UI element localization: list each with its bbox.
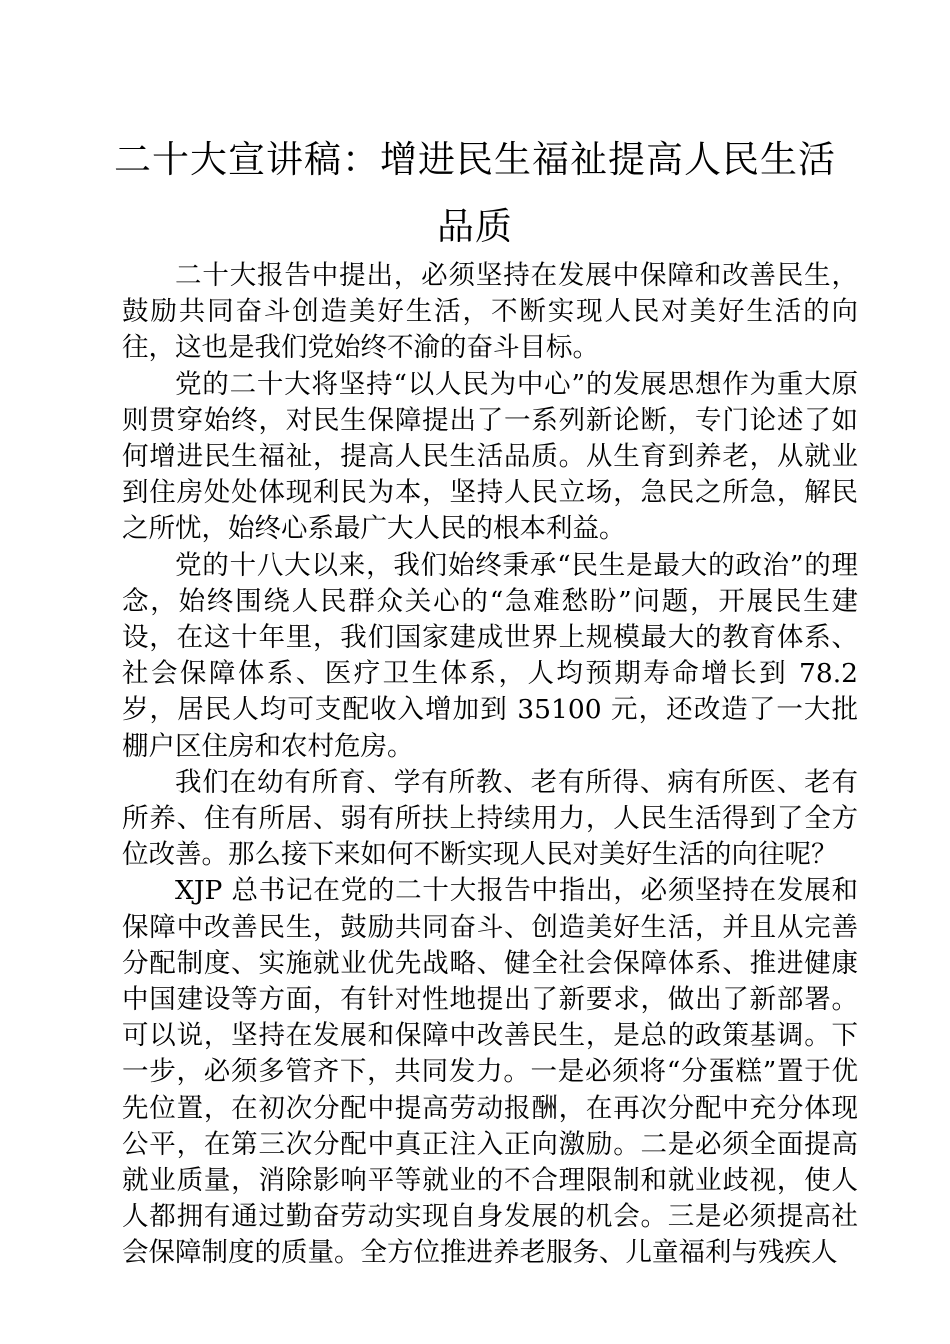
paragraph: 二十大报告中提出，必须坚持在发展中保障和改善民生，鼓励共同奋斗创造美好生活，不断实现人民对美好生活的向往，这也是我们党始终不渝的奋斗目标。 [122, 260, 858, 364]
paragraph: 党的十八大以来，我们始终秉承“民生是最大的政治”的理念，始终围绕人民群众关心的“急难愁盼”问题，开展民生建设，在这十年里，我们国家建成世界上规模最大的教育体系、社会保障体系、医疗卫生体系，人均预期寿命增长到 78.2 岁，居民人均可支配收入增加到 35100 元，还改造了一大批棚户区住房和农村危房。 [122, 549, 858, 762]
paragraph: 党的二十大将坚持“以人民为中心”的发展思想作为重大原则贯穿始终，对民生保障提出了一系列新论断，专门论述了如何增进民生福祉，提高人民生活品质。从生育到养老，从就业到住房处处体现利民为本，坚持人民立场，急民之所急，解民之所忧，始终心系最广大人民的根本利益。 [122, 368, 858, 545]
paragraph: 我们在幼有所育、学有所教、老有所得、病有所医、老有所养、住有所居、弱有所扶上持续用力，人民生活得到了全方位改善。那么接下来如何不断实现人民对美好生活的向往呢？ [122, 766, 858, 871]
document-title: 二十大宣讲稿：增进民生福祉提高人民生活品质 [114, 138, 836, 248]
paragraph: XJP 总书记在党的二十大报告中指出，必须坚持在发展和保障中改善民生，鼓励共同奋斗、创造美好生活，并且从完善分配制度、实施就业优先战略、健全社会保障体系、推进健康中国建设等方面，有针对性地提出了新要求，做出了新部署。可以说，坚持在发展和保障中改善民生，是总的政策基调。下一步，必须多管齐下，共同发力。一是必须将“分蛋糕”置于优先位置，在初次分配中提高劳动报酬，在再次分配中充分体现公平，在第三次分配中真正注入正向激励。二是必须全面提高就业质量，消除影响平等就业的不合理限制和就业歧视，使人人都拥有通过勤奋劳动实现自身发展的机会。三是必须提高社会保障制度的质量。全方位推进养老服务、儿童福利与残疾人 [122, 875, 858, 1269]
document-body [122, 258, 858, 1272]
